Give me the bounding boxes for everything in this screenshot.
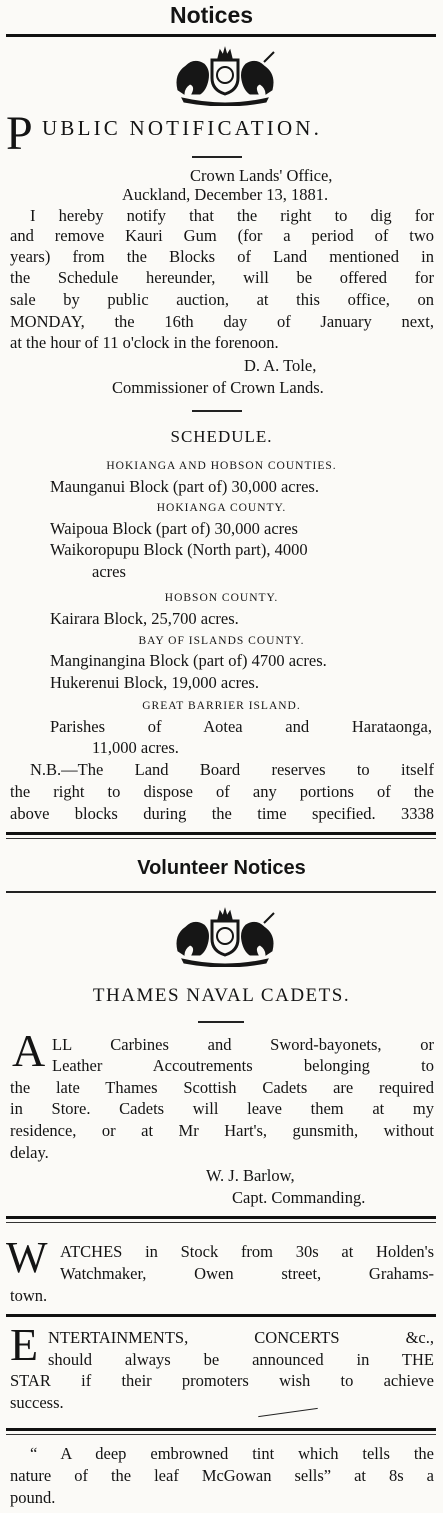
- signatory-title: Capt. Commanding.: [232, 1188, 366, 1207]
- entertainments-line: STAR if their promoters wish to achieve: [10, 1371, 434, 1390]
- entertainments-line: success.: [10, 1393, 64, 1412]
- schedule-line: Kairara Block, 25,700 acres.: [50, 609, 239, 628]
- tea-line: nature of the leaf McGowan sells” at 8s a: [10, 1466, 434, 1485]
- schedule-section-heading: GREAT BARRIER ISLAND.: [142, 700, 301, 712]
- signatory: W. J. Barlow,: [206, 1166, 295, 1185]
- header-rule: [6, 34, 436, 37]
- notification-line: MONDAY, the 16th day of January next,: [10, 312, 434, 331]
- section-rule: [6, 832, 436, 835]
- office-line: Crown Lands' Office,: [190, 166, 333, 185]
- schedule-line: Manginangina Block (part of) 4700 acres.: [50, 651, 327, 670]
- cadets-line: the late Thames Scottish Cadets are required: [10, 1078, 434, 1097]
- tea-line: “ A deep embrowned tint which tells the: [30, 1444, 434, 1463]
- notification-line: the Schedule hereunder, will be offered for: [10, 268, 434, 287]
- schedule-line: Waipoua Block (part of) 30,000 acres: [50, 519, 298, 538]
- drop-cap-a: A: [12, 1025, 46, 1076]
- public-notification-title: UBLIC NOTIFICATION.: [42, 116, 323, 140]
- signatory-title: Commissioner of Crown Lands.: [112, 378, 324, 397]
- watches-line: Watchmaker, Owen street, Grahams-: [60, 1264, 434, 1283]
- cadets-line: in Store. Cadets will leave them at my: [10, 1099, 434, 1118]
- section-dash: [192, 410, 242, 412]
- cadets-line: LL Carbines and Sword-bayonets, or: [52, 1035, 434, 1054]
- watches-line: town.: [10, 1286, 48, 1305]
- cadets-line: residence, or at Mr Hart's, gunsmith, without: [10, 1121, 434, 1140]
- section-rule: [6, 1434, 436, 1435]
- title-dash: [198, 1021, 244, 1023]
- notification-line: years) from the Blocks of Land mentioned in: [10, 247, 434, 266]
- title-dash: [192, 156, 242, 158]
- schedule-line: Waikoropupu Block (North part), 4000: [50, 540, 308, 559]
- section-rule: [6, 1428, 436, 1431]
- schedule-heading: SCHEDULE.: [170, 427, 273, 446]
- watches-line: ATCHES in Stock from 30s at Holden's: [60, 1242, 434, 1261]
- ink-stroke: [258, 1408, 318, 1417]
- volunteer-heading: Volunteer Notices: [137, 857, 306, 879]
- drop-cap-w: W: [6, 1233, 48, 1282]
- royal-coat-of-arms-icon: [160, 905, 290, 967]
- cadets-line: Leather Accoutrements belonging to: [52, 1056, 434, 1075]
- drop-cap-e: E: [10, 1319, 39, 1370]
- section-rule: [6, 1222, 436, 1223]
- cadets-title: THAMES NAVAL CADETS.: [92, 985, 351, 1006]
- schedule-section-heading: BAY OF ISLANDS COUNTY.: [138, 635, 305, 647]
- nb-line: N.B.—The Land Board reserves to itself: [30, 760, 434, 779]
- schedule-line: Parishes of Aotea and Harataonga,: [50, 717, 432, 736]
- drop-cap-p: P: [6, 107, 33, 160]
- notification-line: sale by public auction, at this office, on: [10, 290, 434, 309]
- schedule-line: Maunganui Block (part of) 30,000 acres.: [50, 477, 319, 496]
- notification-line: and remove Kauri Gum (for a period of two: [10, 226, 434, 245]
- schedule-section-heading: HOKIANGA COUNTY.: [156, 502, 287, 514]
- schedule-line: Hukerenui Block, 19,000 acres.: [50, 673, 259, 692]
- entertainments-line: NTERTAINMENTS, CONCERTS &c.,: [48, 1328, 434, 1347]
- notices-heading: Notices: [169, 2, 254, 28]
- schedule-line: acres: [92, 562, 126, 581]
- section-rule: [6, 1314, 436, 1317]
- signatory: D. A. Tole,: [244, 356, 317, 375]
- section-rule: [6, 1216, 436, 1219]
- nb-line: above blocks during the time specified. 3338: [10, 804, 434, 823]
- nb-line: the right to dispose of any portions of the: [10, 782, 434, 801]
- schedule-section-heading: HOBSON COUNTY.: [164, 592, 279, 604]
- royal-coat-of-arms-icon: [160, 44, 290, 106]
- schedule-line: 11,000 acres.: [92, 738, 179, 757]
- section-rule: [6, 838, 436, 839]
- volunteer-rule: [6, 891, 436, 893]
- tea-line: pound.: [10, 1488, 56, 1507]
- cadets-line: delay.: [10, 1143, 49, 1162]
- schedule-section-heading: HOKIANGA AND HOBSON COUNTIES.: [106, 460, 337, 472]
- notification-line: I hereby notify that the right to dig for: [30, 206, 434, 225]
- place-date-line: Auckland, December 13, 1881.: [122, 185, 329, 204]
- entertainments-line: should always be announced in THE: [48, 1350, 434, 1369]
- notification-line: at the hour of 11 o'clock in the forenoon.: [10, 333, 279, 352]
